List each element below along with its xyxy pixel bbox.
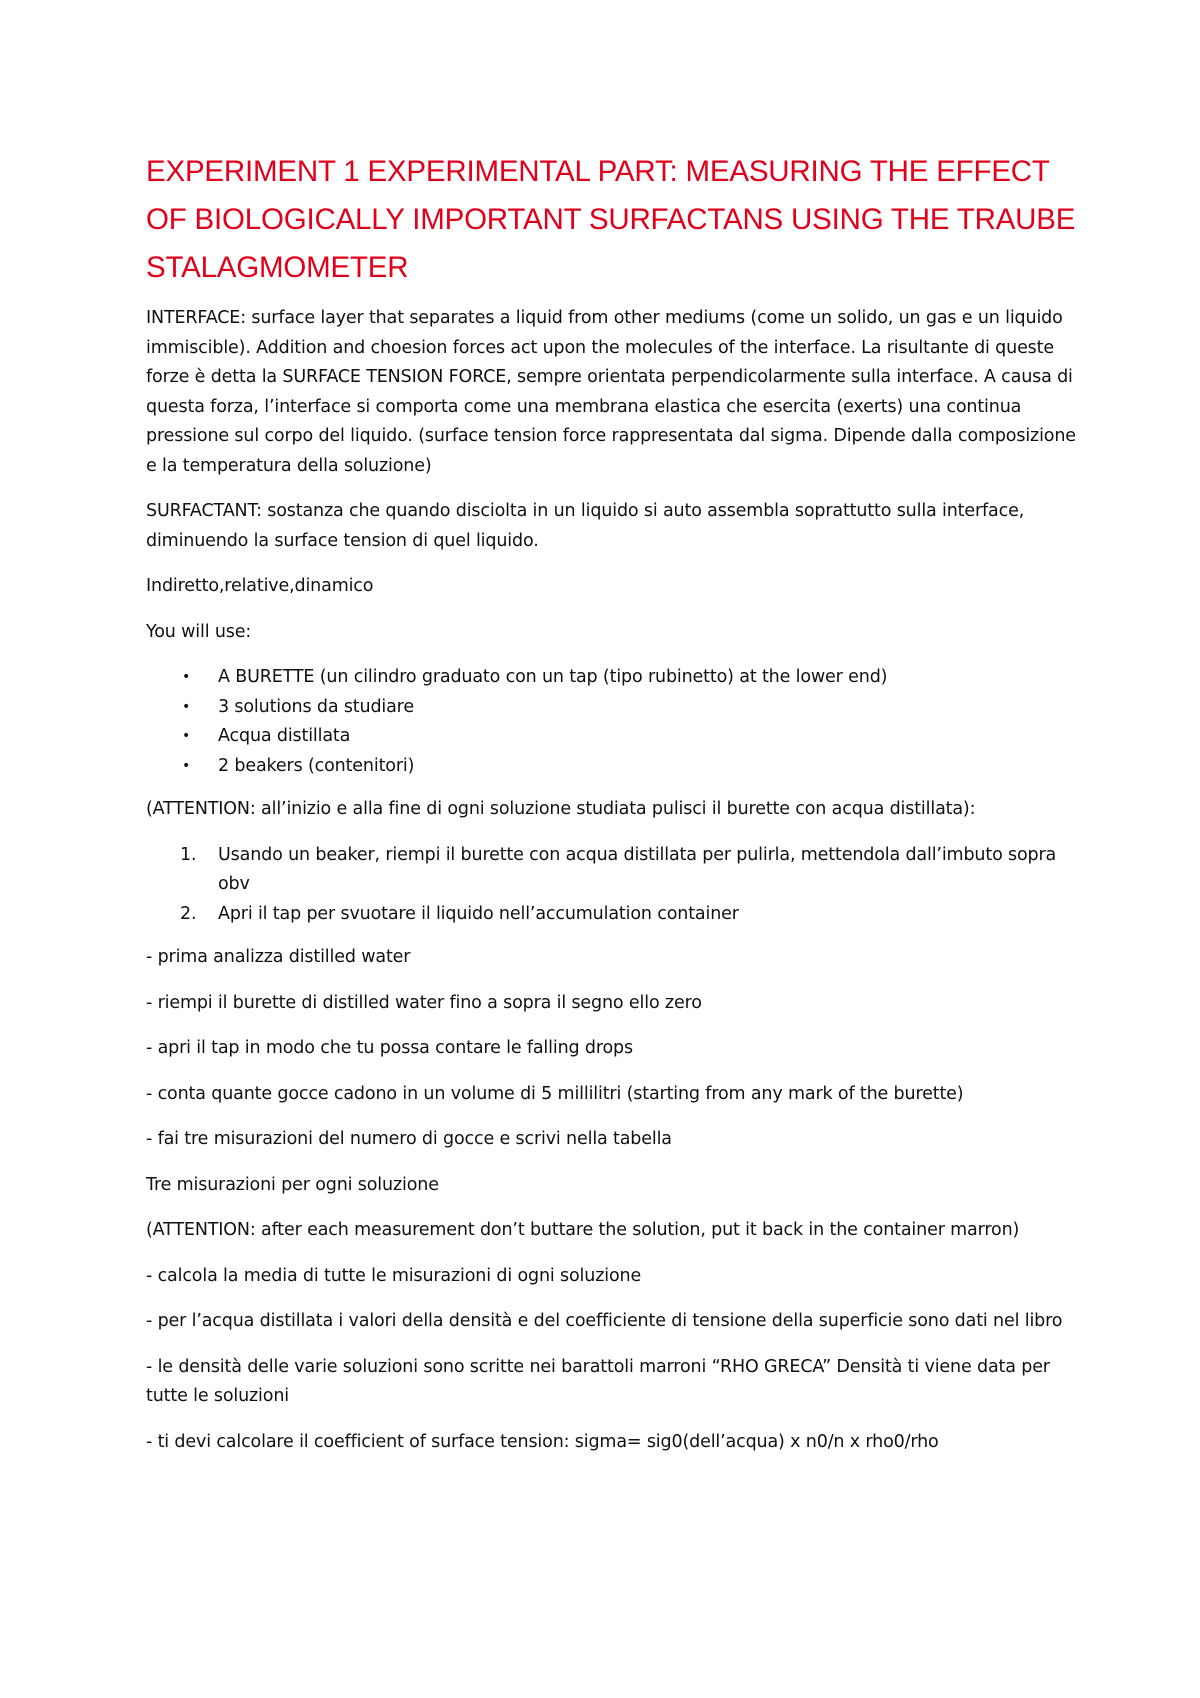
bullet-icon: •: [182, 698, 191, 715]
step-paragraph: - fai tre misurazioni del numero di gocce e scrivi nella tabella: [146, 1129, 672, 1149]
bullet-icon: •: [182, 757, 191, 774]
attention-cleaning-paragraph: (ATTENTION: all’inizio e alla fine di ogni soluzione studiata pulisci il burette con acqua distillata):: [146, 799, 976, 819]
step-paragraph: - riempi il burette di distilled water fino a sopra il segno ello zero: [146, 992, 702, 1013]
step-paragraph: - per l’acqua distillata i valori della densità e del coefficiente di tensione della superficie sono dati nel libro: [146, 1311, 1063, 1331]
list-item-text: 2 beakers (contenitori): [218, 755, 415, 776]
step-paragraph: - calcola la media di tutte le misurazioni di ogni soluzione: [146, 1265, 642, 1286]
interface-paragraph: INTERFACE: surface layer that separates a liquid from other mediums (come un solido, un gas e un liquido immiscible). Addition and choesion forces act upon the molecules of the interface. La risultante di queste forze è detta la SURFACE TENSION FORCE, sempre orientata perpendicolarmente sulla interface. A causa di questa forza, l’interface si comporta come una membrana elastica che esercita (exerts) una continua pressione sul corpo del liquido. (surface tension force rappresentata dal sigma. Dipende dalla composizione e la temperatura della soluzione): [146, 308, 1076, 476]
surfactant-paragraph: SURFACTANT: sostanza che quando disciolta in un liquido si auto assembla soprattutto sulla interface, diminuendo la surface tension di quel liquido.: [146, 501, 1025, 551]
list-item-text: 3 solutions da studiare: [218, 696, 414, 717]
materials-list: [146, 663, 1076, 781]
list-item-text: Usando un beaker, riempi il burette con acqua distillata per pulirla, mettendola dall’imbuto sopra obv: [218, 844, 1057, 894]
cleaning-steps-list: [146, 841, 1076, 930]
list-item: [146, 841, 1076, 900]
document-page: [146, 148, 1076, 1473]
list-item: [146, 693, 1076, 723]
list-item: [146, 722, 1076, 752]
step-paragraph: - apri il tap in modo che tu possa contare le falling drops: [146, 1038, 633, 1058]
three-measurements-paragraph: Tre misurazioni per ogni soluzione: [146, 1174, 439, 1195]
you-will-use-paragraph: You will use:: [146, 621, 252, 642]
step-paragraph: - conta quante gocce cadono in un volume di 5 millilitri (starting from any mark of the burette): [146, 1083, 964, 1104]
list-item-text: A BURETTE (un cilindro graduato con un tap (tipo rubinetto) at the lower end): [218, 667, 888, 687]
document-title: EXPERIMENT 1 EXPERIMENTAL PART: MEASURING THE EFFECT OF BIOLOGICALLY IMPORTANT SURFACTANS USING THE TRAUBE STALAGMOMETER: [146, 155, 1076, 284]
step-paragraph: - prima analizza distilled water: [146, 947, 411, 967]
list-item: [146, 663, 1076, 693]
list-item: [146, 900, 1076, 930]
bullet-icon: •: [182, 728, 191, 744]
step-number: 1.: [180, 844, 197, 865]
method-paragraph: Indiretto,relative,dinamico: [146, 576, 374, 596]
list-item: [146, 752, 1076, 782]
attention-measurement-paragraph: (ATTENTION: after each measurement don’t buttare the solution, put it back in the container marron): [146, 1220, 1020, 1240]
step-number: 2.: [180, 903, 197, 924]
list-item-text: Acqua distillata: [218, 726, 351, 746]
list-item-text: Apri il tap per svuotare il liquido nell’accumulation container: [218, 903, 739, 924]
step-paragraph: - le densità delle varie soluzioni sono scritte nei barattoli marroni “RHO GRECA” Densità ti viene data per tutte le soluzioni: [146, 1356, 1050, 1406]
formula-paragraph: - ti devi calcolare il coefficient of surface tension: sigma= sig0(dell’acqua) x n0/n x rho0/rho: [146, 1431, 939, 1452]
bullet-icon: •: [182, 669, 191, 685]
